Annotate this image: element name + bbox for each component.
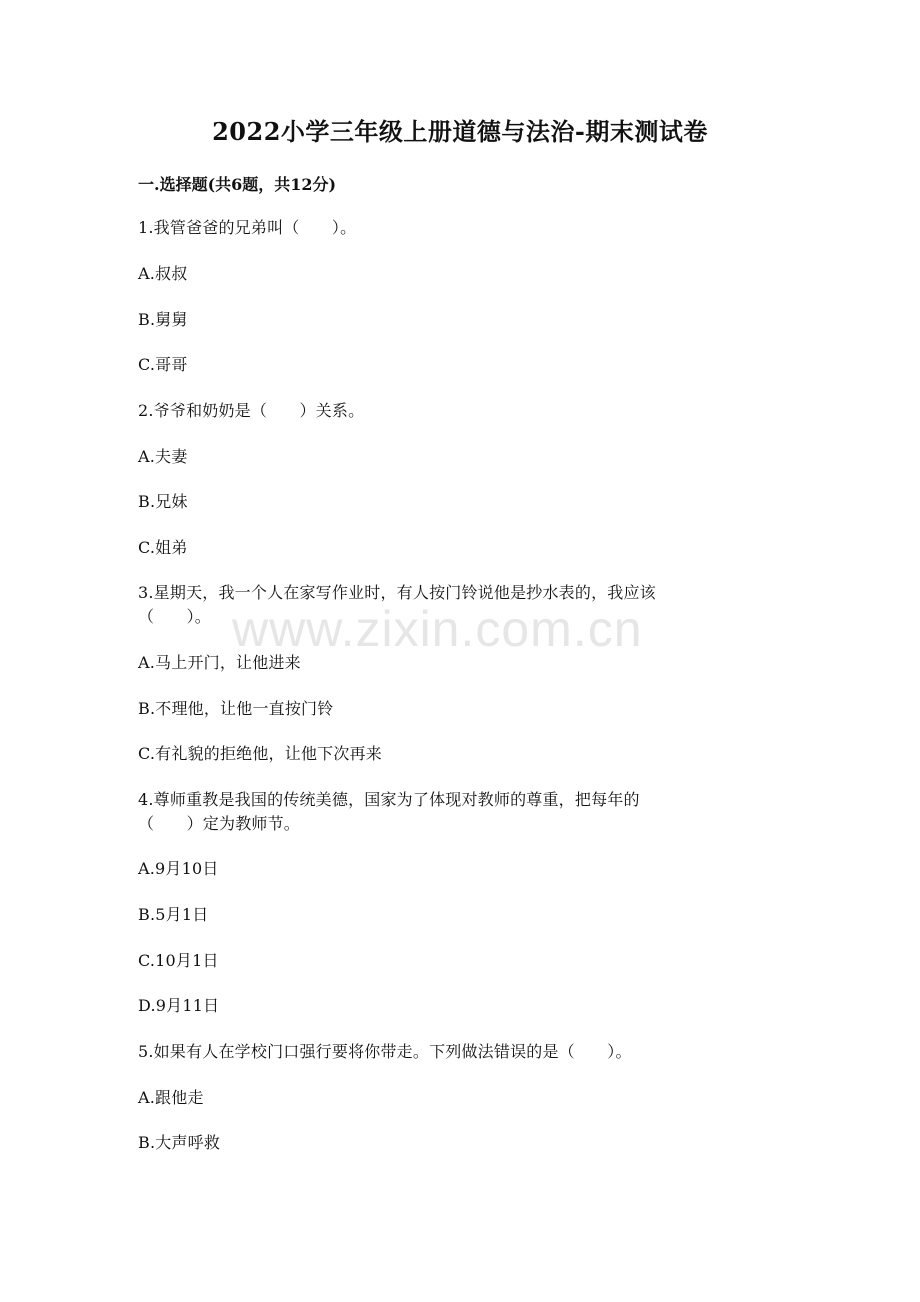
question-4-option-b: B.5月1日 [138,905,209,924]
question-4-stem-line-2: （ ）定为教师节。 [138,814,301,833]
question-4-option-a: A.9月10日 [138,859,219,878]
question-2-option-a: A.夫妻 [138,447,188,466]
question-3-option-a: A.马上开门，让他进来 [138,653,301,672]
page-title: 2022小学三年级上册道德与法治-期末测试卷 [212,117,708,146]
question-2-option-b: B.兄妹 [138,492,188,511]
watermark: www.zixin.com.cn [232,601,643,657]
question-4-option-c: C.10月1日 [138,951,219,970]
question-5-option-b: B.大声呼救 [138,1133,221,1152]
question-3-stem-line-2: （ ）。 [138,607,212,626]
question-1-option-b: B.舅舅 [138,310,188,329]
question-5-option-a: A.跟他走 [138,1088,204,1107]
question-4-option-d: D.9月11日 [138,996,220,1015]
question-2-stem: 2.爷爷和奶奶是（ ）关系。 [138,401,365,420]
question-5-stem: 5.如果有人在学校门口强行要将你带走。下列做法错误的是（ ）。 [138,1042,632,1061]
question-3-option-c: C.有礼貌的拒绝他，让他下次再来 [138,744,382,763]
question-3-option-b: B.不理他，让他一直按门铃 [138,699,334,718]
section-heading: 一.选择题(共6题，共12分) [138,175,337,194]
question-2-option-c: C.姐弟 [138,538,188,557]
question-1-option-a: A.叔叔 [138,264,188,283]
question-1-stem: 1.我管爸爸的兄弟叫（ ）。 [138,218,357,237]
question-4-stem-line-1: 4.尊师重教是我国的传统美德，国家为了体现对教师的尊重，把每年的 [138,790,640,809]
question-3-stem-line-1: 3.星期天，我一个人在家写作业时，有人按门铃说他是抄水表的，我应该 [138,583,656,602]
question-1-option-c: C.哥哥 [138,355,188,374]
